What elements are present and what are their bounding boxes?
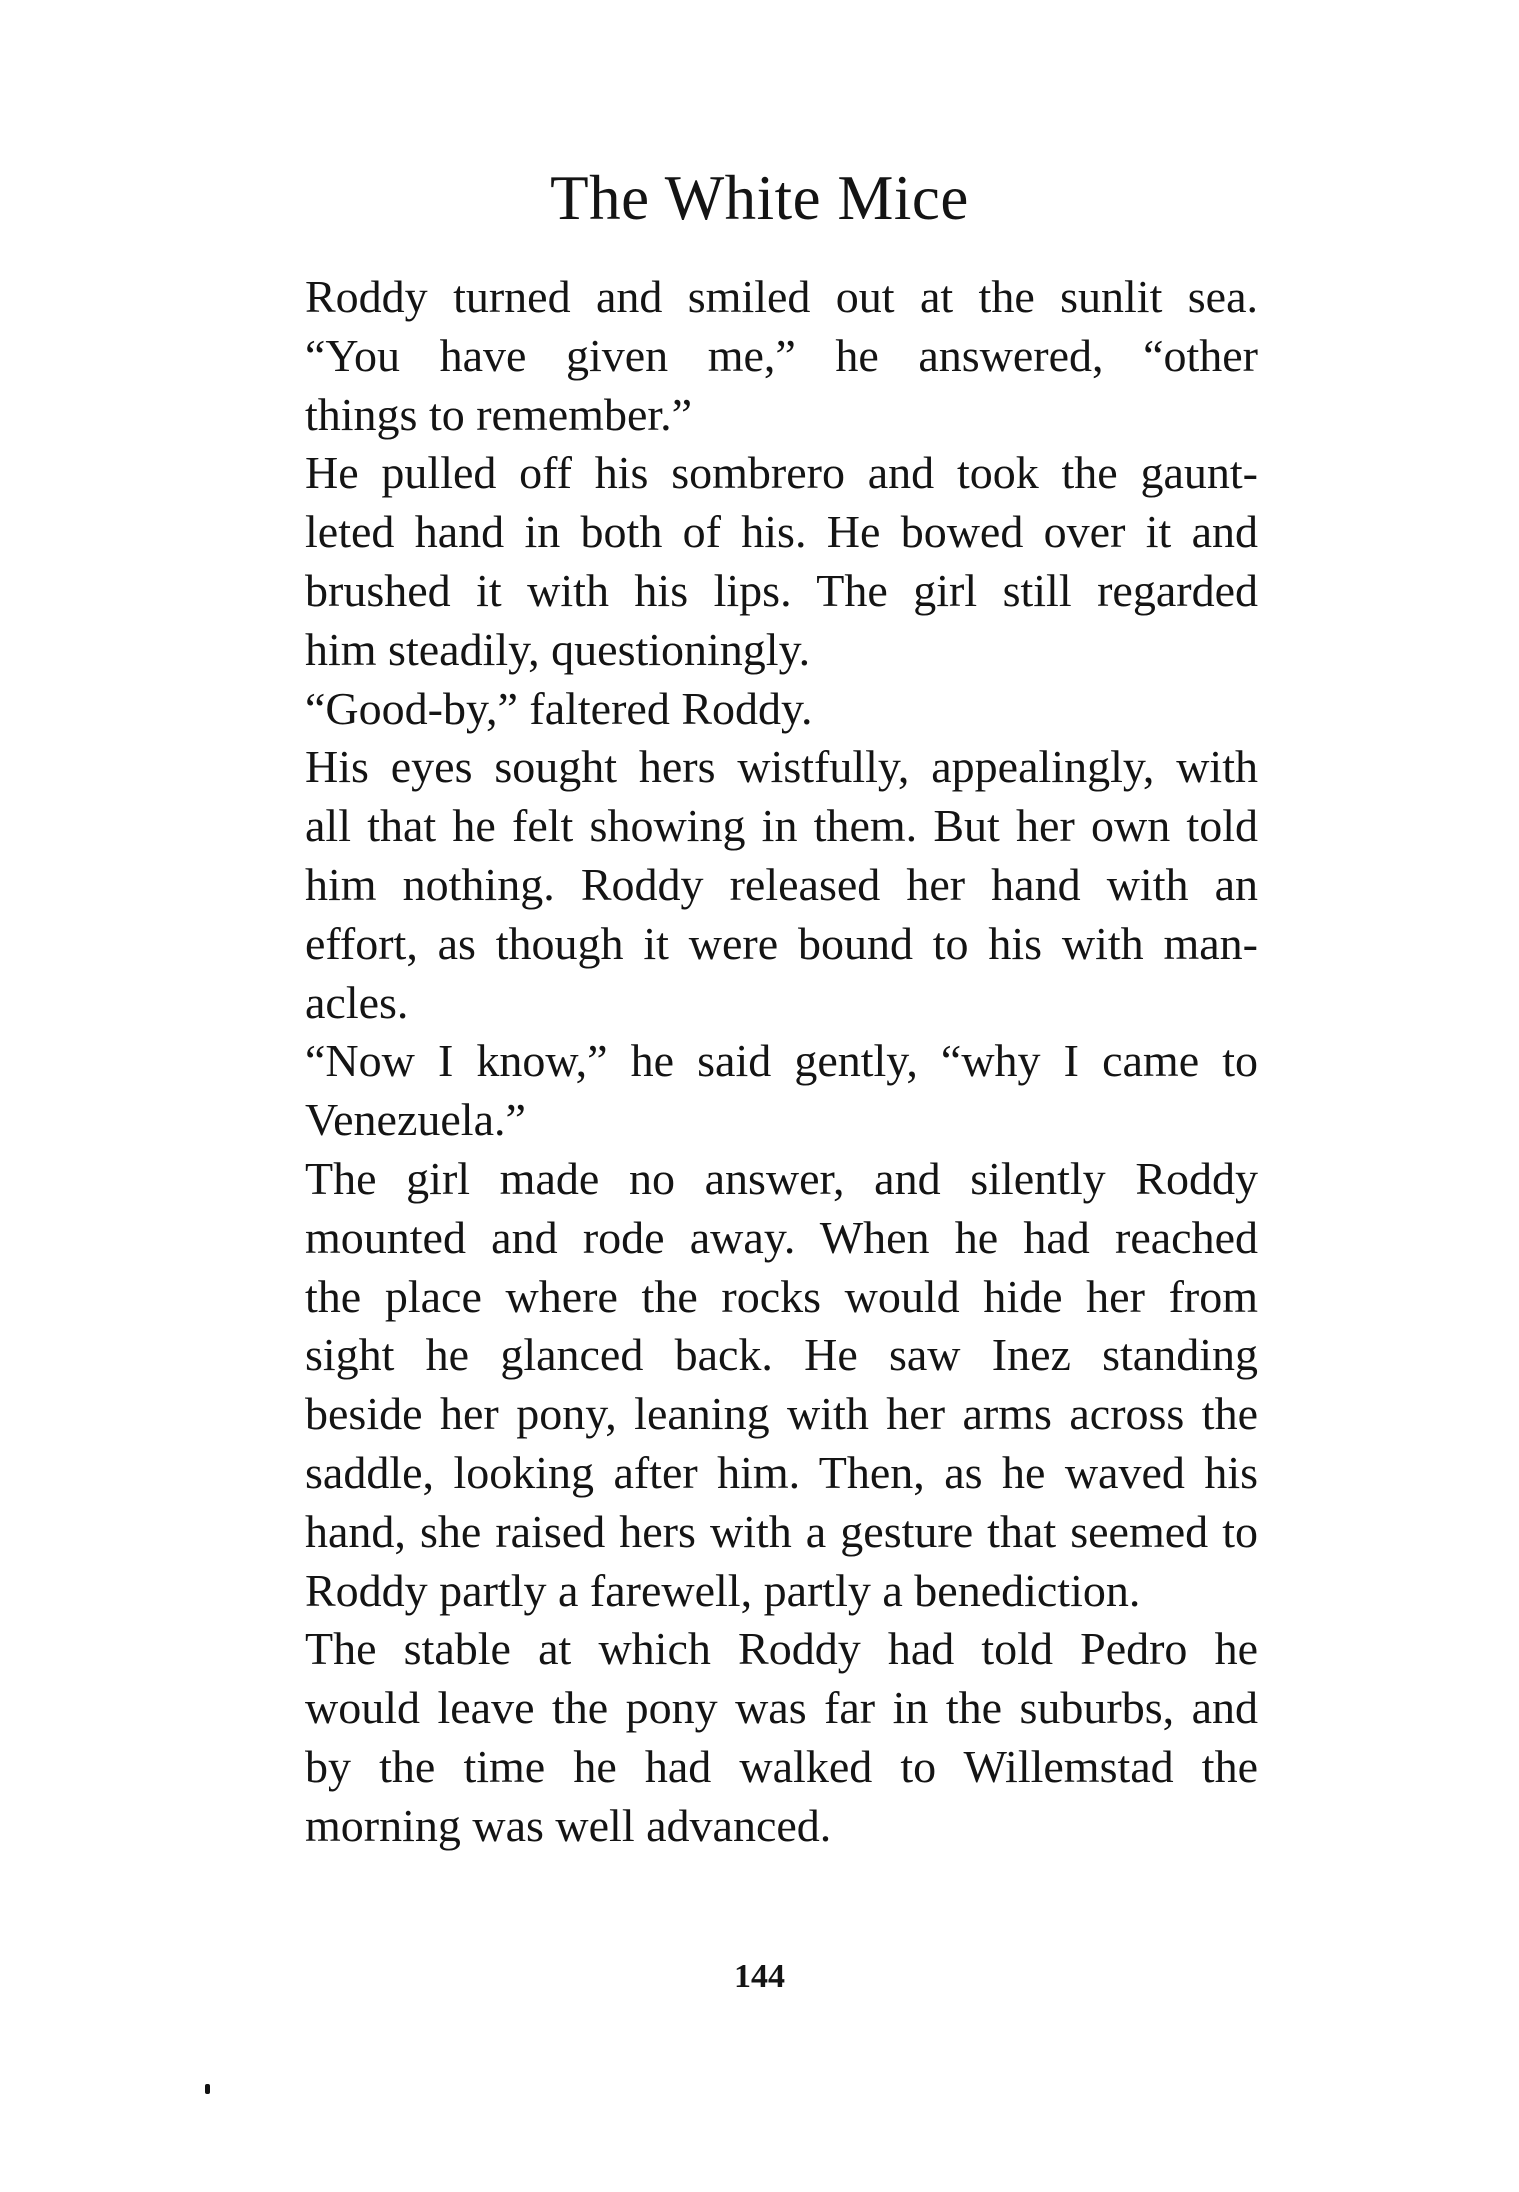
text-line: brushed it with his lips. The girl still regarded bbox=[305, 564, 1258, 616]
running-head: The White Mice bbox=[550, 163, 969, 233]
paragraph bbox=[253, 680, 1258, 739]
text-line: “Good-by,” faltered Roddy. bbox=[305, 682, 813, 734]
text-line: hand, she raised hers with a gesture that seemed to bbox=[305, 1505, 1258, 1557]
text-line: by the time he had walked to Willemstad the bbox=[305, 1740, 1258, 1792]
text-line: leted hand in both of his. He bowed over it and bbox=[305, 506, 1258, 558]
text-line: The girl made no answer, and silently Roddy bbox=[305, 1152, 1258, 1204]
page-number: 144 bbox=[734, 1958, 785, 1995]
paragraph bbox=[253, 1150, 1258, 1620]
text-line: him steadily, questioningly. bbox=[305, 623, 811, 675]
text-line: His eyes sought hers wistfully, appealingly, with bbox=[305, 741, 1258, 793]
text-line: The stable at which Roddy had told Pedro he bbox=[305, 1623, 1258, 1675]
paragraph bbox=[253, 268, 1258, 444]
text-line: mounted and rode away. When he had reached bbox=[305, 1211, 1258, 1263]
text-line: beside her pony, leaning with her arms across the bbox=[305, 1388, 1258, 1440]
text-line: sight he glanced back. He saw Inez standing bbox=[305, 1329, 1258, 1381]
text-line: saddle, looking after him. Then, as he waved his bbox=[305, 1446, 1258, 1498]
ink-speck bbox=[205, 2084, 210, 2094]
text-line: acles. bbox=[305, 976, 409, 1028]
text-line: morning was well advanced. bbox=[305, 1799, 832, 1851]
text-line: effort, as though it were bound to his with man- bbox=[305, 917, 1258, 969]
text-line: would leave the pony was far in the suburbs, and bbox=[305, 1682, 1258, 1734]
text-line: Roddy turned and smiled out at the sunlit sea. bbox=[305, 271, 1258, 322]
text-line: “Now I know,” he said gently, “why I came to bbox=[305, 1035, 1258, 1087]
text-line: Venezuela.” bbox=[305, 1094, 526, 1146]
body-text bbox=[253, 268, 1258, 1856]
paragraph bbox=[253, 738, 1258, 1032]
text-line: all that he felt showing in them. But her own told bbox=[305, 800, 1258, 852]
text-line: things to remember.” bbox=[305, 388, 693, 440]
text-line: “You have given me,” he answered, “other bbox=[305, 329, 1258, 381]
paragraph bbox=[253, 444, 1258, 679]
paragraph bbox=[253, 1032, 1258, 1150]
text-line: Roddy partly a farewell, partly a benediction. bbox=[305, 1564, 1141, 1616]
text-line: him nothing. Roddy released her hand with an bbox=[305, 858, 1258, 910]
text-line: the place where the rocks would hide her from bbox=[305, 1270, 1258, 1322]
text-line: He pulled off his sombrero and took the gaunt- bbox=[305, 447, 1258, 499]
paragraph bbox=[253, 1620, 1258, 1855]
